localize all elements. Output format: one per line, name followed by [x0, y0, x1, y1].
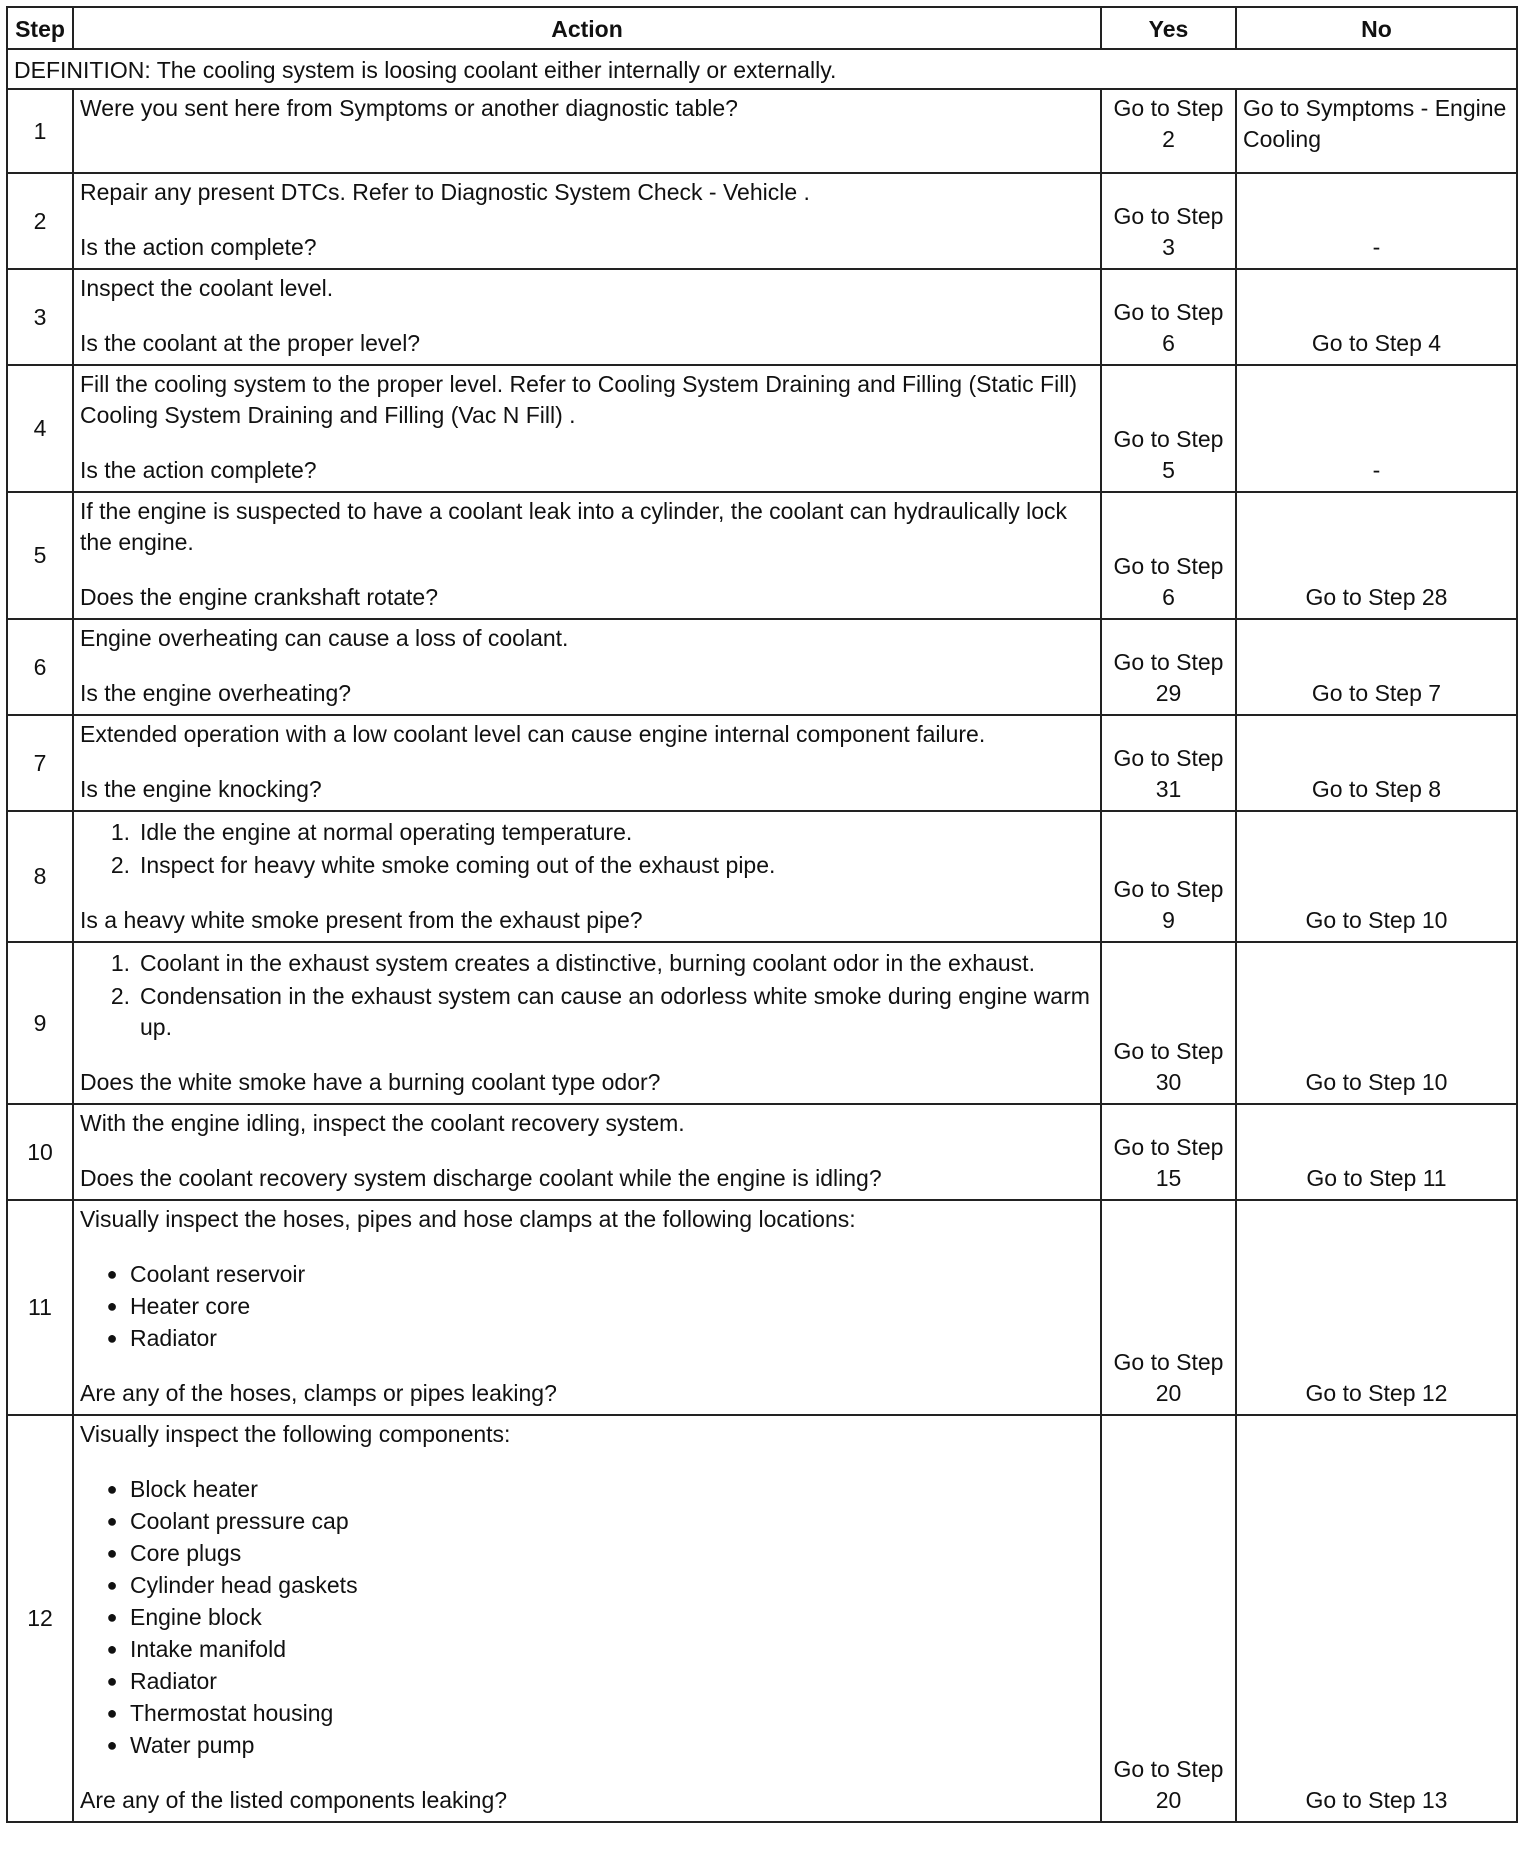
yes-result: Go to Step 3 — [1101, 173, 1236, 269]
bullet-list — [80, 1259, 1094, 1354]
list-item — [80, 1323, 1094, 1354]
list-number: 1. — [110, 819, 130, 845]
no-result: Go to Step 13 — [1236, 1415, 1517, 1822]
list-number: 1. — [110, 950, 130, 976]
no-result: Go to Step 11 — [1236, 1104, 1517, 1200]
action-question: Are any of the hoses, clamps or pipes leaking? — [80, 1380, 557, 1406]
no-result: Go to Step 10 — [1236, 942, 1517, 1104]
bullet-icon: ● — [106, 1296, 118, 1316]
bullet-list — [80, 1474, 1094, 1761]
list-item — [80, 1602, 1094, 1633]
bullet-icon: ● — [106, 1328, 118, 1348]
list-item — [80, 948, 1094, 979]
header-row — [7, 7, 1517, 49]
list-item — [80, 850, 1094, 881]
action-cell — [73, 1200, 1101, 1415]
step-number: 8 — [7, 811, 73, 942]
header-no: No — [1236, 7, 1517, 49]
list-item — [80, 1259, 1094, 1290]
bullet-icon: ● — [106, 1479, 118, 1499]
action-cell — [73, 811, 1101, 942]
list-number: 2. — [110, 852, 130, 878]
table-row — [7, 492, 1517, 619]
action-text: If the engine is suspected to have a coolant leak into a cylinder, the coolant can hydraulically lock the engine. — [80, 498, 1068, 555]
action-question: Is the action complete? — [80, 457, 317, 483]
list-item-text: Coolant pressure cap — [130, 1508, 349, 1534]
yes-result: Go to Step 29 — [1101, 619, 1236, 715]
list-item-text: Core plugs — [130, 1540, 242, 1566]
step-number: 1 — [7, 89, 73, 173]
action-text: Visually inspect the hoses, pipes and hose clamps at the following locations: — [80, 1206, 856, 1232]
action-question: Does the coolant recovery system discharge coolant while the engine is idling? — [80, 1165, 882, 1191]
bullet-icon: ● — [106, 1703, 118, 1723]
list-item — [80, 1570, 1094, 1601]
list-item-text: Idle the engine at normal operating temperature. — [140, 819, 633, 845]
action-cell — [73, 492, 1101, 619]
list-item — [80, 1730, 1094, 1761]
table-row — [7, 811, 1517, 942]
table-row — [7, 269, 1517, 365]
list-item — [80, 1666, 1094, 1697]
bullet-icon: ● — [106, 1639, 118, 1659]
action-question: Is the engine overheating? — [80, 680, 352, 706]
no-result: Go to Symptoms - Engine Cooling — [1236, 89, 1517, 173]
action-text: Inspect the coolant level. — [80, 275, 334, 301]
list-item-text: Intake manifold — [130, 1636, 286, 1662]
bullet-icon: ● — [106, 1575, 118, 1595]
action-question: Is the coolant at the proper level? — [80, 330, 421, 356]
list-number: 2. — [110, 983, 130, 1009]
step-number: 9 — [7, 942, 73, 1104]
action-question: Is the engine knocking? — [80, 776, 322, 802]
action-text: Extended operation with a low coolant level can cause engine internal component failure. — [80, 721, 986, 747]
action-text: Fill the cooling system to the proper level. Refer to Cooling System Draining and Filling (Static Fill) Cooling System Draining and Filling (Vac N Fill) . — [80, 371, 1078, 428]
bullet-icon: ● — [106, 1735, 118, 1755]
table-row — [7, 619, 1517, 715]
table-row — [7, 1200, 1517, 1415]
list-item — [80, 817, 1094, 848]
yes-result: Go to Step 20 — [1101, 1415, 1236, 1822]
table-row — [7, 1104, 1517, 1200]
table-row — [7, 89, 1517, 173]
action-text: Were you sent here from Symptoms or another diagnostic table? — [80, 95, 738, 121]
list-item-text: Coolant in the exhaust system creates a distinctive, burning coolant odor in the exhaust. — [140, 950, 1035, 976]
table-row — [7, 942, 1517, 1104]
action-cell — [73, 89, 1101, 173]
numbered-list — [80, 817, 1094, 881]
numbered-list — [80, 948, 1094, 1043]
yes-result: Go to Step 5 — [1101, 365, 1236, 492]
bullet-icon: ● — [106, 1264, 118, 1284]
action-question: Does the engine crankshaft rotate? — [80, 584, 439, 610]
yes-result: Go to Step 30 — [1101, 942, 1236, 1104]
yes-result: Go to Step 9 — [1101, 811, 1236, 942]
action-text: Repair any present DTCs. Refer to Diagnostic System Check - Vehicle . — [80, 179, 810, 205]
no-result: Go to Step 4 — [1236, 269, 1517, 365]
bullet-icon: ● — [106, 1543, 118, 1563]
action-cell — [73, 942, 1101, 1104]
step-number: 6 — [7, 619, 73, 715]
list-item — [80, 1291, 1094, 1322]
step-number: 11 — [7, 1200, 73, 1415]
yes-result: Go to Step 6 — [1101, 269, 1236, 365]
action-cell — [73, 1104, 1101, 1200]
list-item-text: Heater core — [130, 1293, 251, 1319]
definition-text: DEFINITION: The cooling system is loosing coolant either internally or externally. — [7, 49, 1517, 89]
list-item-text: Inspect for heavy white smoke coming out of the exhaust pipe. — [140, 852, 776, 878]
list-item — [80, 1538, 1094, 1569]
step-number: 12 — [7, 1415, 73, 1822]
bullet-icon: ● — [106, 1511, 118, 1531]
table-row — [7, 365, 1517, 492]
table-row — [7, 1415, 1517, 1822]
table-row — [7, 715, 1517, 811]
list-item-text: Thermostat housing — [130, 1700, 334, 1726]
list-item-text: Radiator — [130, 1325, 217, 1351]
no-result: Go to Step 8 — [1236, 715, 1517, 811]
list-item — [80, 1506, 1094, 1537]
action-text: Visually inspect the following components: — [80, 1421, 511, 1447]
header-step: Step — [7, 7, 73, 49]
list-item — [80, 1698, 1094, 1729]
list-item — [80, 1474, 1094, 1505]
action-cell — [73, 619, 1101, 715]
action-cell — [73, 269, 1101, 365]
list-item — [80, 1634, 1094, 1665]
yes-result: Go to Step 31 — [1101, 715, 1236, 811]
no-result: Go to Step 28 — [1236, 492, 1517, 619]
yes-result: Go to Step 6 — [1101, 492, 1236, 619]
no-result: - — [1236, 365, 1517, 492]
step-number: 7 — [7, 715, 73, 811]
yes-result: Go to Step 15 — [1101, 1104, 1236, 1200]
bullet-icon: ● — [106, 1671, 118, 1691]
no-result: Go to Step 12 — [1236, 1200, 1517, 1415]
action-cell — [73, 173, 1101, 269]
step-number: 4 — [7, 365, 73, 492]
action-question: Does the white smoke have a burning coolant type odor? — [80, 1069, 661, 1095]
list-item-text: Coolant reservoir — [130, 1261, 306, 1287]
yes-result: Go to Step 2 — [1101, 89, 1236, 173]
step-number: 10 — [7, 1104, 73, 1200]
list-item-text: Water pump — [130, 1732, 255, 1758]
list-item-text: Engine block — [130, 1604, 262, 1630]
bullet-icon: ● — [106, 1607, 118, 1627]
action-cell — [73, 1415, 1101, 1822]
list-item-text: Condensation in the exhaust system can cause an odorless white smoke during engine warm up. — [140, 983, 1090, 1040]
header-action: Action — [73, 7, 1101, 49]
action-text: Engine overheating can cause a loss of coolant. — [80, 625, 569, 651]
action-question: Is the action complete? — [80, 234, 317, 260]
list-item-text: Block heater — [130, 1476, 258, 1502]
action-text: With the engine idling, inspect the coolant recovery system. — [80, 1110, 685, 1136]
list-item-text: Radiator — [130, 1668, 217, 1694]
action-question: Is a heavy white smoke present from the exhaust pipe? — [80, 907, 643, 933]
no-result: Go to Step 7 — [1236, 619, 1517, 715]
no-result: Go to Step 10 — [1236, 811, 1517, 942]
step-number: 5 — [7, 492, 73, 619]
no-result: - — [1236, 173, 1517, 269]
table-row — [7, 173, 1517, 269]
diagnostic-table — [6, 6, 1518, 1823]
header-yes: Yes — [1101, 7, 1236, 49]
definition-row — [7, 49, 1517, 89]
action-question: Are any of the listed components leaking? — [80, 1787, 508, 1813]
yes-result: Go to Step 20 — [1101, 1200, 1236, 1415]
action-cell — [73, 715, 1101, 811]
action-cell — [73, 365, 1101, 492]
step-number: 2 — [7, 173, 73, 269]
list-item — [80, 981, 1094, 1043]
step-number: 3 — [7, 269, 73, 365]
list-item-text: Cylinder head gaskets — [130, 1572, 358, 1598]
